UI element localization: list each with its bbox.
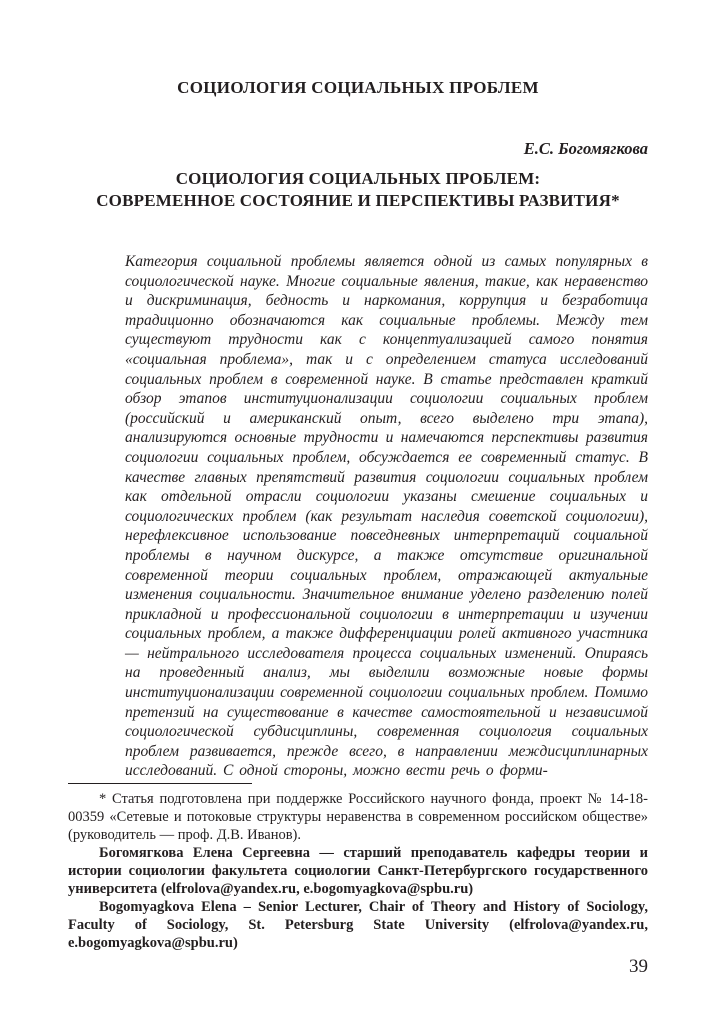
article-title-line2: СОВРЕМЕННОЕ СОСТОЯНИЕ И ПЕРСПЕКТИВЫ РАЗВИТИЯ* — [96, 190, 620, 210]
footnote-block — [68, 783, 648, 952]
author-name: Е.С. Богомягкова — [523, 139, 648, 158]
journal-section-title: СОЦИОЛОГИЯ СОЦИАЛЬНЫХ ПРОБЛЕМ — [177, 78, 539, 97]
article-title — [68, 168, 648, 211]
page-number: 39 — [629, 956, 648, 977]
author-bio-en: Bogomyagkova Elena – Senior Lecturer, Chair of Theory and History of Sociology, Faculty of Sociology, St. Petersburg State University (elfrolova@yandex.ru, e.bogomyagkova@spbu.ru) — [68, 899, 648, 951]
abstract-text: Категория социальной проблемы является одной из самых популярных в социологической науке. Многие социальные явления, такие, как неравенство и дискриминация, бедность и наркомания, коррупция и безработица традиционно обозначаются как социальные проблемы. Между тем существуют трудности как с концептуализацией самого понятия «социальная проблема», так и с определением статуса исследований социальных проблем в современной науке. В статье представлен краткий обзор этапов институционализации социологии социальных проблем (российский и американский опыт, всего выделено три этапа), анализируются основные трудности и намечаются перспективы развития социологии социальных проблем, обсуждается ее современный статус. В качестве главных препятствий развития социологии социальных проблем как отдельной отрасли социологии указаны смешение социальных и социологических проблем (как результат наследия советской социологии), нерефлексивное использование повседневных интерпретаций социальной проблемы в научном дискурсе, а также отсутствие оригинальной современной теории социальных проблем, отражающей актуальные изменения социальности. Значительное внимание уделено разделению полей прикладной и профессиональной социологии в интерпретации и изучении социальных проблем, а также дифференциации ролей активного участника — нейтрального исследователя процесса социальных изменений. Опираясь на проведенный анализ, мы выделили возможные новые формы институционализации современной социологии социальных проблем. Помимо претензий на существование в качестве самостоятельной и независимой социологической субдисциплины, современная социология социальных проблем развивается, прежде всего, в направлении междисциплинарных исследований. С одной стороны, можно вести речь о форми- — [125, 253, 648, 780]
funding-footnote: * Статья подготовлена при поддержке Российского научного фонда, проект № 14-18-00359 «Сетевые и потоковые структуры неравенства в современном российском обществе» (руководитель — проф. Д.В. Иванов). — [68, 791, 648, 843]
footnote-separator — [68, 783, 252, 784]
author-bio-ru: Богомягкова Елена Сергеевна — старший преподаватель кафедры теории и истории социологии факультета социологии Санкт-Петербургского государственного университета (elfrolova@yandex.ru, e.bogomyagkova@spbu.ru) — [68, 845, 648, 897]
article-title-line1: СОЦИОЛОГИЯ СОЦИАЛЬНЫХ ПРОБЛЕМ: — [175, 169, 541, 188]
